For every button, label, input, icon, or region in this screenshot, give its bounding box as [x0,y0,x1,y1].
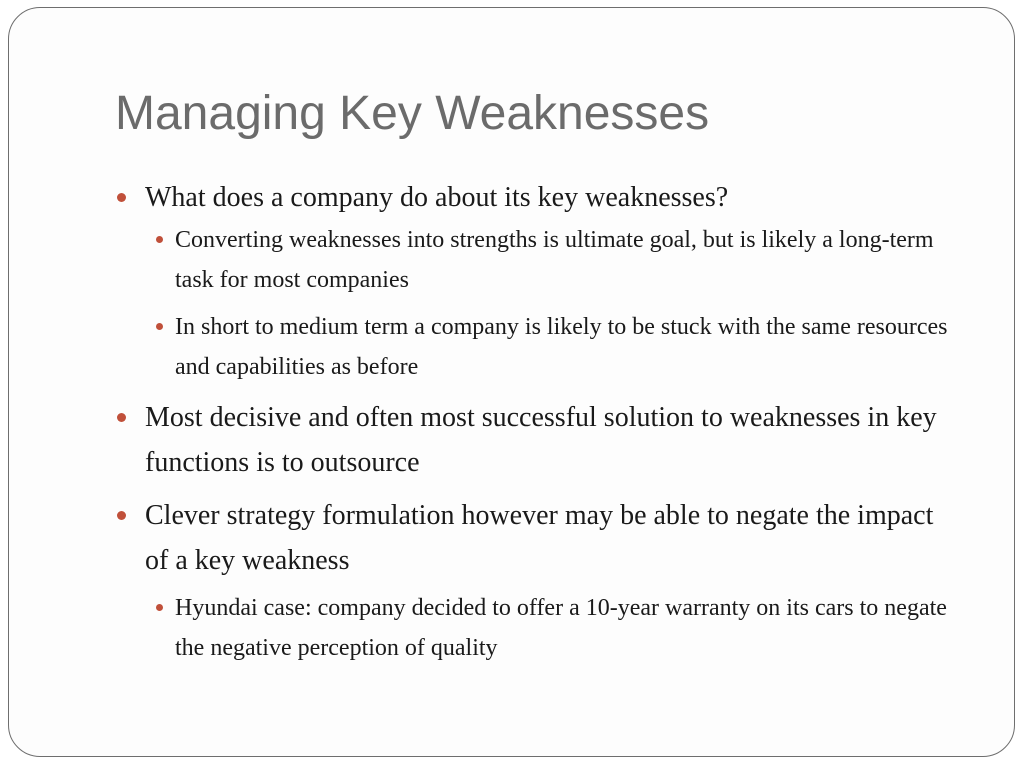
sub-bullet-item [175,588,965,668]
bullet-item [145,175,945,220]
bullet-dot-icon [156,604,163,611]
slide [8,7,1015,757]
bullet-dot-icon [156,236,163,243]
bullet-text: Hyundai case: company decided to offer a 10-year warranty on its cars to negate the negative perception of quality [175,595,947,661]
slide-content [9,8,1014,756]
bullet-text: In short to medium term a company is likely to be stuck with the same resources and capabilities as before [175,314,948,380]
bullet-item [145,395,945,485]
slide-title: Managing Key Weaknesses [115,87,710,140]
bullet-text: Most decisive and often most successful solution to weaknesses in key functions is to outsource [145,402,937,478]
bullet-dot-icon [117,511,126,520]
bullet-text: Clever strategy formulation however may be able to negate the impact of a key weakness [145,500,934,576]
bullet-dot-icon [117,193,126,202]
bullet-item [145,493,945,583]
bullet-dot-icon [156,323,163,330]
bullet-text: What does a company do about its key weaknesses? [145,182,729,213]
bullet-text: Converting weaknesses into strengths is ultimate goal, but is likely a long-term task for most companies [175,227,934,293]
bullet-dot-icon [117,413,126,422]
sub-bullet-item [175,220,965,300]
sub-bullet-item [175,307,965,387]
